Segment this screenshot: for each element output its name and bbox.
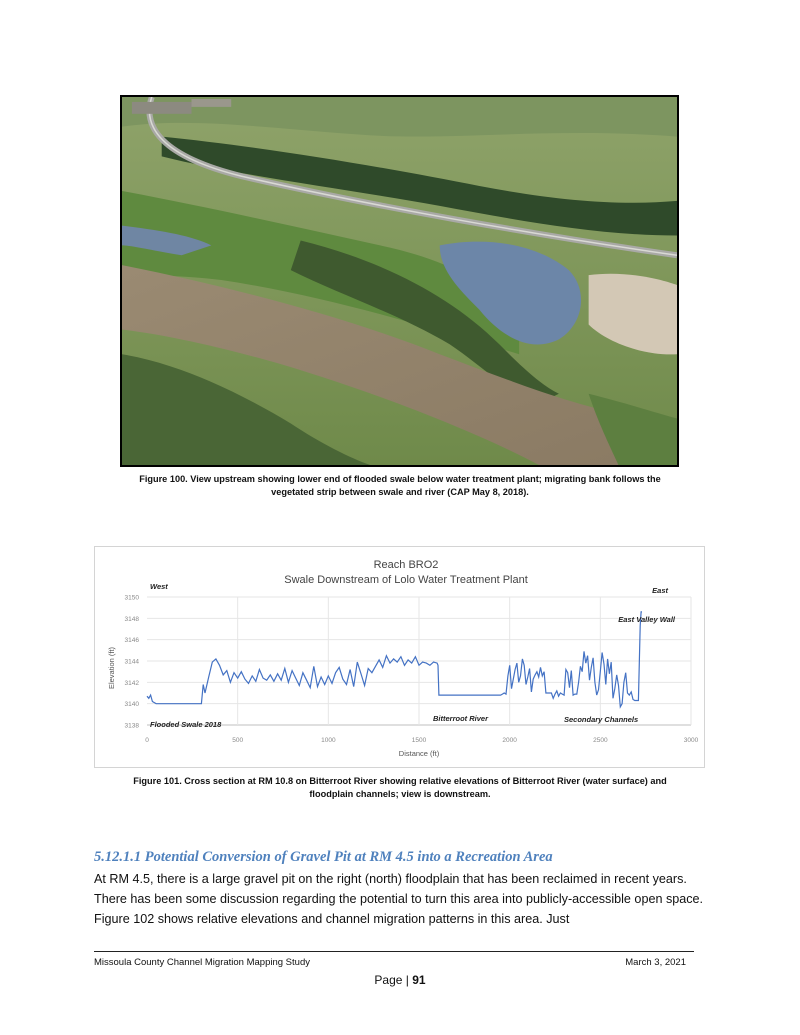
page-label: Page | bbox=[374, 973, 413, 987]
figure-100-caption-line-1: Figure 100. View upstream showing lower end of flooded swale below water treatment plant; migrating bank follows the bbox=[139, 474, 661, 484]
annotation-bitterroot-river: Bitterroot River bbox=[433, 714, 489, 723]
figure-101-caption-line-1: Figure 101. Cross section at RM 10.8 on Bitterroot River showing relative elevations of Bitterroot River (water surface) and bbox=[133, 776, 667, 786]
y-tick-label: 3140 bbox=[124, 701, 139, 709]
footer-date: March 3, 2021 bbox=[625, 957, 686, 968]
figure-101-caption bbox=[80, 775, 720, 801]
x-tick-label: 1000 bbox=[321, 737, 336, 744]
footer-document-title: Missoula County Channel Migration Mapping Study bbox=[94, 957, 310, 968]
footer-rule bbox=[94, 951, 694, 952]
section-body-text: At RM 4.5, there is a large gravel pit on the right (north) floodplain that has been reclaimed in recent years. There has been some discussion regarding the potential to turn this area into publicly-accessible open space. Figure 102 shows relative elevations and channel migration patterns in this area. Just bbox=[94, 872, 704, 926]
y-tick-label: 3138 bbox=[124, 722, 139, 730]
x-tick-label: 3000 bbox=[683, 737, 699, 744]
y-tick-label: 3148 bbox=[124, 615, 139, 623]
y-axis-label: Elevation (ft) bbox=[107, 646, 116, 690]
x-tick-label: 1500 bbox=[411, 737, 427, 744]
figure-101-caption-line-2: floodplain channels; view is downstream. bbox=[309, 789, 491, 799]
page-number-value: 91 bbox=[412, 973, 426, 987]
x-tick-label: 500 bbox=[232, 737, 244, 744]
x-tick-label: 2500 bbox=[593, 737, 608, 744]
x-axis-label: Distance (ft) bbox=[398, 749, 440, 758]
section-heading: 5.12.1.1 Potential Conversion of Gravel Pit at RM 4.5 into a Recreation Area bbox=[94, 849, 553, 865]
x-tick-label: 2000 bbox=[502, 737, 517, 744]
annotation-west: West bbox=[150, 582, 168, 591]
y-tick-label: 3146 bbox=[124, 637, 139, 645]
figure-100-caption bbox=[80, 473, 720, 499]
y-tick-label: 3142 bbox=[124, 679, 139, 687]
annotation-flooded-swale: Flooded Swale 2018 bbox=[150, 720, 222, 729]
cross-section-chart-svg bbox=[95, 547, 706, 769]
cross-section-chart bbox=[94, 546, 705, 768]
aerial-photo-figure-100 bbox=[120, 95, 679, 467]
figure-100-caption-line-2: vegetated strip between swale and river (CAP May 8, 2018). bbox=[271, 487, 529, 497]
page-number bbox=[0, 973, 800, 987]
annotation-east: East bbox=[652, 586, 668, 595]
chart-title: Reach BRO2 bbox=[373, 559, 439, 571]
annotation-east-valley-wall: East Valley Wall bbox=[618, 615, 675, 624]
chart-subtitle: Swale Downstream of Lolo Water Treatment Plant bbox=[284, 574, 528, 586]
elevation-series-line bbox=[147, 612, 642, 707]
y-tick-label: 3144 bbox=[124, 658, 139, 666]
x-tick-label: 0 bbox=[145, 737, 149, 744]
annotation-secondary-channels: Secondary Channels bbox=[564, 715, 639, 724]
aerial-photo bbox=[122, 97, 677, 465]
y-tick-label: 3150 bbox=[124, 594, 139, 602]
